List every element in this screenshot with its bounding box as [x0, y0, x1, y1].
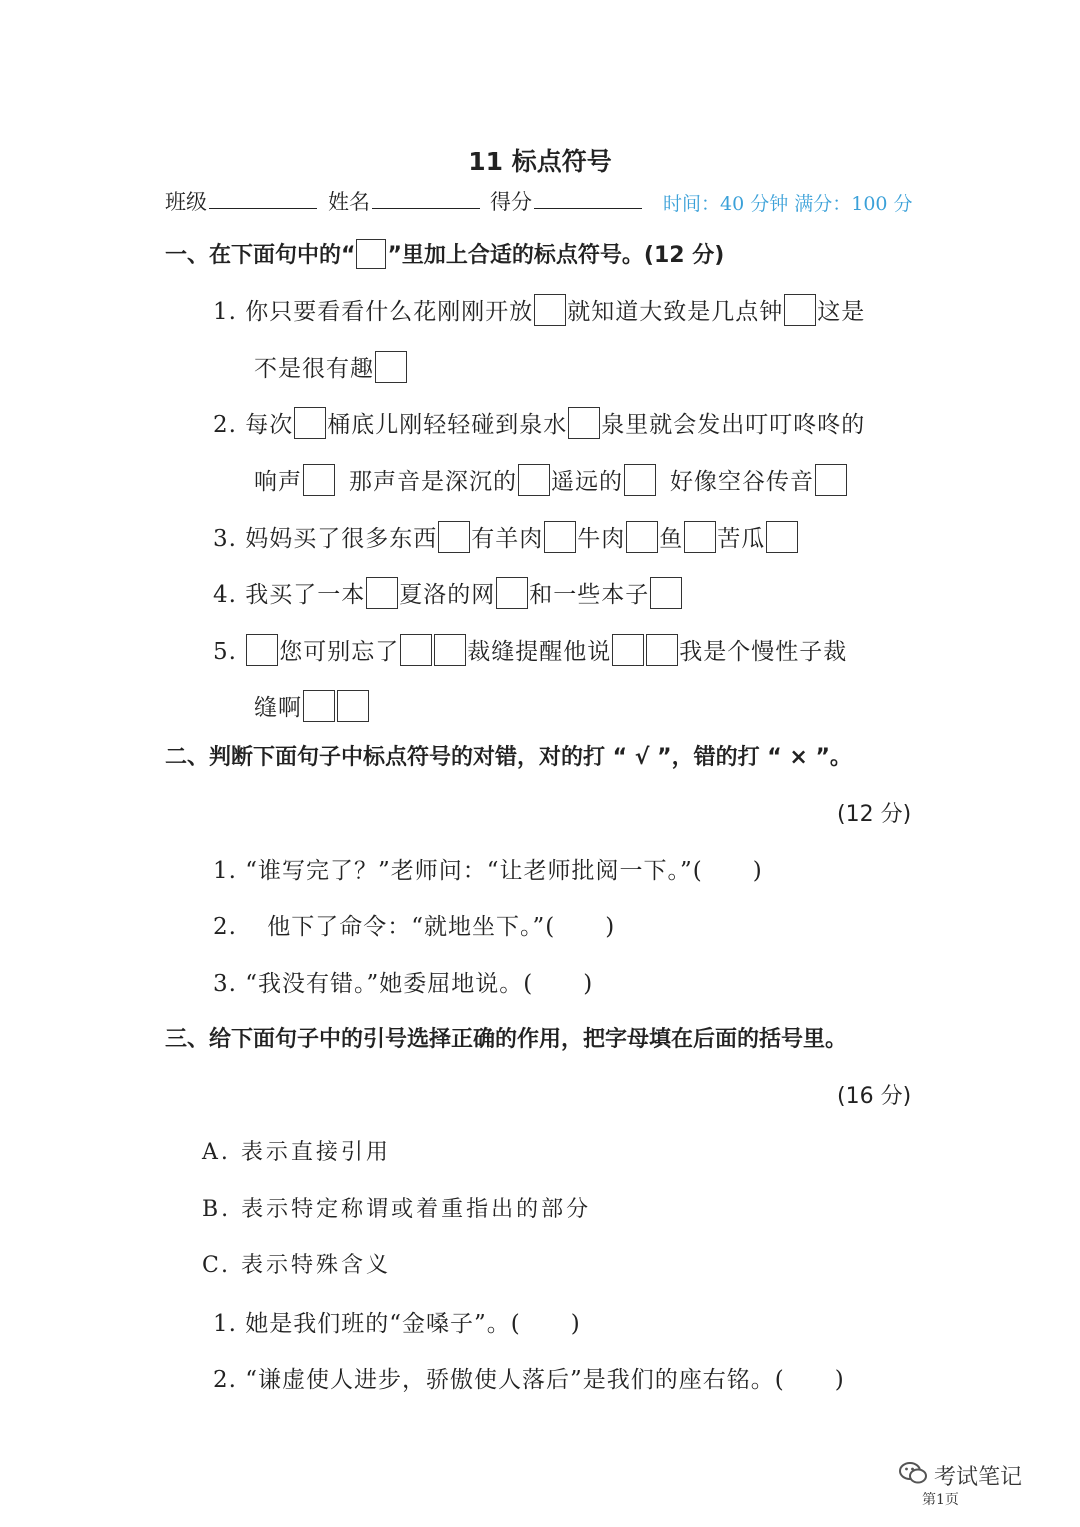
answer-box[interactable] — [375, 351, 407, 383]
q2-text-c: 泉里就会发出叮叮咚咚的 — [601, 412, 866, 438]
heading-box — [356, 239, 386, 269]
section1-heading-a: 一、在下面句中的“ — [165, 243, 356, 268]
answer-box[interactable] — [337, 690, 369, 722]
q5-text-d: 缝啊 — [254, 695, 302, 721]
s2-item-close: ) — [583, 971, 594, 997]
time-info: 时间：40 分钟 满分：100 分 — [663, 193, 913, 215]
section2-score: (12 分) — [837, 802, 912, 827]
page-number: 第1页 — [922, 1492, 959, 1508]
answer-box[interactable] — [400, 634, 432, 666]
q3-text-a: 妈妈买了很多东西 — [245, 526, 438, 552]
answer-box[interactable] — [303, 464, 335, 496]
s2-item-close: ) — [752, 858, 763, 884]
s3-item-text: “谦虚使人进步，骄傲使人落后”是我们的座右铭。( — [245, 1367, 785, 1393]
q1-text-a: 你只要看看什么花刚刚开放 — [245, 299, 534, 325]
q2-text-b: 桶底儿刚轻轻碰到泉水 — [327, 412, 568, 438]
s2-item-3 — [213, 965, 593, 998]
answer-box[interactable] — [815, 464, 847, 496]
s2-item-close: ) — [605, 914, 616, 940]
name-field — [328, 186, 480, 216]
answer-box[interactable] — [518, 464, 550, 496]
q3-line — [213, 520, 799, 556]
q1-line1 — [213, 293, 865, 329]
s2-item-1 — [213, 852, 763, 885]
option-c: C. 表示特殊含义 — [202, 1253, 392, 1278]
answer-box[interactable] — [624, 464, 656, 496]
q3-text-b: 有羊肉 — [471, 526, 544, 552]
q2-line2 — [254, 463, 848, 499]
q5-line1 — [213, 633, 847, 669]
answer-box[interactable] — [303, 690, 335, 722]
answer-box[interactable] — [784, 294, 816, 326]
answer-box[interactable] — [626, 521, 658, 553]
q1-text-b: 就知道大致是几点钟 — [567, 299, 784, 325]
q2-line1 — [213, 406, 865, 442]
option-b: B. 表示特定称谓或着重指出的部分 — [202, 1197, 592, 1222]
name-blank[interactable] — [372, 186, 480, 209]
watermark-text: 考试笔记 — [934, 1465, 1023, 1490]
s3-item-2 — [213, 1361, 845, 1394]
option-a: A. 表示直接引用 — [202, 1140, 391, 1165]
class-label: 班级 — [165, 190, 207, 214]
q4-text-c: 和一些本子 — [529, 582, 650, 608]
q5-line2 — [254, 689, 370, 725]
s2-item-text: “谁写完了？”老师问：“让老师批阅一下。”( — [245, 858, 703, 884]
q1-line2 — [254, 350, 408, 386]
q1-text-c: 这是 — [817, 299, 866, 325]
score-label: 得分 — [490, 190, 532, 214]
answer-box[interactable] — [496, 577, 528, 609]
s2-item-2 — [213, 908, 615, 941]
s3-item-close: ) — [570, 1311, 581, 1337]
section1-heading — [165, 238, 724, 271]
answer-box[interactable] — [366, 577, 398, 609]
class-blank[interactable] — [209, 186, 317, 209]
answer-box[interactable] — [534, 294, 566, 326]
q2-text-d: 响声 — [254, 469, 302, 495]
answer-box[interactable] — [612, 634, 644, 666]
s2-item-text: “我没有错。”她委屈地说。( — [245, 971, 534, 997]
page-title: 11 标点符号 — [468, 147, 612, 176]
answer-box[interactable] — [434, 634, 466, 666]
q4-line — [213, 576, 683, 612]
answer-box[interactable] — [646, 634, 678, 666]
q3-text-d: 鱼 — [659, 526, 684, 552]
s3-item-num: 2. — [213, 1367, 237, 1393]
s3-item-text: 她是我们班的“金嗓子”。( — [245, 1311, 521, 1337]
class-field — [165, 186, 317, 216]
s2-item-num: 1. — [213, 858, 237, 884]
s2-item-num: 3. — [213, 971, 237, 997]
q4-num: 4. — [213, 582, 237, 608]
s3-item-close: ) — [834, 1367, 845, 1393]
answer-box[interactable] — [438, 521, 470, 553]
q4-text-b: 夏洛的网 — [399, 582, 496, 608]
q4-text-a: 我买了一本 — [245, 582, 366, 608]
answer-box[interactable] — [684, 521, 716, 553]
q2-text-f: 遥远的 — [551, 469, 623, 495]
answer-box[interactable] — [246, 634, 278, 666]
q3-text-e: 苦瓜 — [717, 526, 766, 552]
q5-text-c: 我是个慢性子裁 — [679, 639, 848, 665]
q3-text-c: 牛肉 — [577, 526, 626, 552]
q5-text-b: 裁缝提醒他说 — [467, 639, 612, 665]
section1-heading-b: ”里加上合适的标点符号。(12 分) — [387, 243, 725, 268]
answer-box[interactable] — [294, 407, 326, 439]
wechat-icon — [898, 1460, 928, 1490]
q5-num: 5. — [213, 639, 237, 665]
q1-num: 1. — [213, 299, 237, 325]
q2-text-g: 好像空谷传音 — [670, 469, 814, 495]
q5-text-a: 您可别忘了 — [279, 639, 400, 665]
answer-box[interactable] — [568, 407, 600, 439]
s3-item-1 — [213, 1305, 581, 1338]
q1-text-d: 不是很有趣 — [254, 356, 374, 382]
s2-item-num: 2. — [213, 914, 237, 940]
q2-text-e: 那声音是深沉的 — [349, 469, 517, 495]
answer-box[interactable] — [766, 521, 798, 553]
answer-box[interactable] — [650, 577, 682, 609]
q3-num: 3. — [213, 526, 237, 552]
section2-heading: 二、判断下面句子中标点符号的对错，对的打 “ √ ”，错的打 “ × ”。 — [165, 745, 852, 770]
answer-box[interactable] — [544, 521, 576, 553]
section3-score: (16 分) — [837, 1084, 912, 1109]
score-blank[interactable] — [534, 186, 642, 209]
name-label: 姓名 — [328, 190, 370, 214]
s2-item-text: 他下了命令：“就地坐下。”( — [267, 914, 556, 940]
s3-item-num: 1. — [213, 1311, 237, 1337]
section3-heading: 三、给下面句子中的引号选择正确的作用，把字母填在后面的括号里。 — [165, 1027, 848, 1052]
score-field — [490, 186, 642, 216]
q2-num: 2. — [213, 412, 237, 438]
q2-text-a: 每次 — [245, 412, 294, 438]
